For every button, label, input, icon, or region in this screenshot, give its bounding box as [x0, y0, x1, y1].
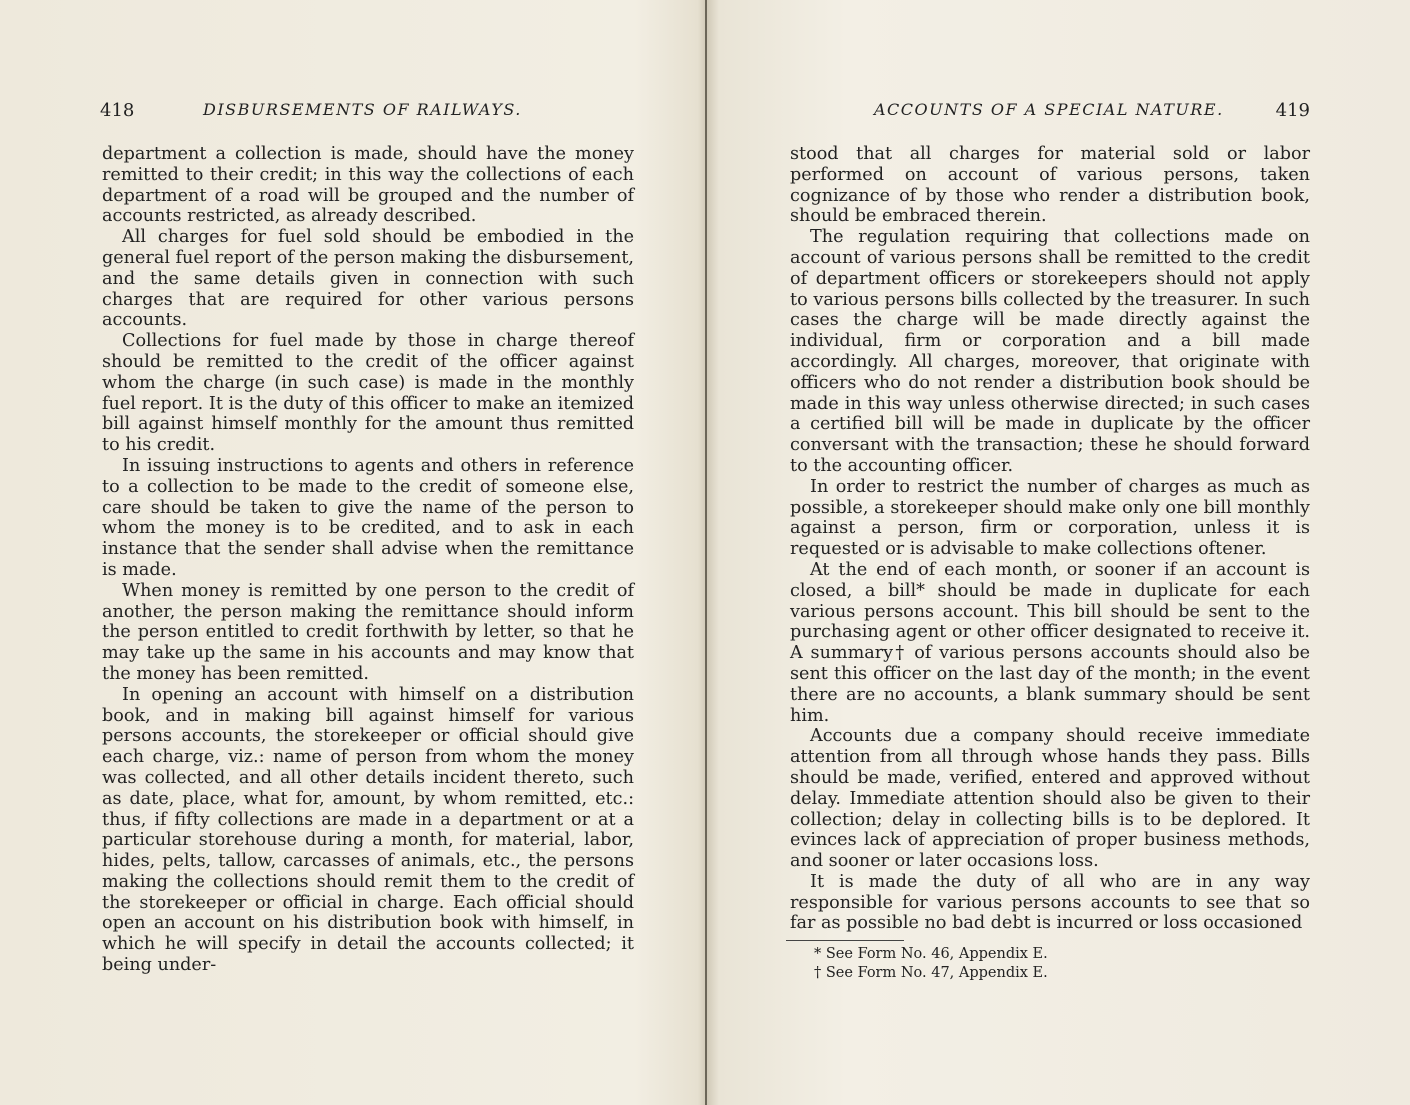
paragraph: At the end of each month, or sooner if an account is closed, a bill* should be made in duplicate for each various persons account. This bill should be sent to the purchasing agent or other officer designated to receive it. A summary† of various persons accounts should also be sent this officer on the last day of the month; in the event there are no accounts, a blank summary should be sent him.	[790, 559, 1310, 726]
footnote: * See Form No. 46, Appendix E.	[814, 946, 1048, 962]
paragraph: It is made the duty of all who are in any way responsible for various persons accounts to see that so far as possible no bad debt is incurred or loss occasioned	[790, 871, 1310, 934]
paragraph: In issuing instructions to agents and others in reference to a collection to be made to the credit of someone else, care should be taken to give the name of the person to whom the money is to be credited, and to ask in each instance that the sender shall advise when the remittance is made.	[102, 455, 634, 580]
paragraph: stood that all charges for material sold or labor performed on account of various persons, taken cognizance of by those who render a distribution book, should be embraced therein.	[790, 144, 1310, 227]
paragraph: When money is remitted by one person to the credit of another, the person making the remittance should inform the person entitled to credit forthwith by letter, so that he may take up the same in his accounts and may know that the money has been remitted.	[102, 580, 634, 684]
paragraph: In opening an account with himself on a distribution book, and in making bill against himself for various persons accounts, the storekeeper or official should give each charge, viz.: name of person from whom the money was collected, and all other details incident thereto, such as date, place, what for, amount, by whom remitted, etc.: thus, if fifty collections are made in a department or at a particular storehouse during a month, for material, labor, hides, pelts, tallow, carcasses of animals, etc., the persons making the collections should remit them to the credit of the storekeeper or official in charge. Each official should open an account on his distribution book with himself, in which he will specify in detail the accounts collected; it being under-	[102, 684, 634, 976]
running-head: DISBURSEMENTS OF RAILWAYS.	[203, 100, 522, 119]
book-gutter	[705, 0, 707, 1105]
left-page	[98, 0, 638, 1105]
left-page-body	[102, 144, 634, 976]
paragraph: The regulation requiring that collections made on account of various persons shall be remitted to the credit of department officers or storekeepers should not apply to various persons bills collected by the treasurer. In such cases the charge will be made directly against the individual, firm or corporation and a bill made accordingly. All charges, moreover, that originate with officers who do not render a distribution book should be made in this way unless otherwise directed; in such cases a certified bill will be made in duplicate by the officer conversant with the transaction; these he should forward to the accounting officer.	[790, 227, 1310, 476]
paragraph: Accounts due a company should receive immediate attention from all through whose hands they pass. Bills should be made, verified, entered and approved without delay. Immediate attention should also be given to their collection; delay in collecting bills is to be deplored. It evinces lack of appreciation of proper business methods, and sooner or later occasions loss.	[790, 726, 1310, 872]
left-page-header	[98, 100, 638, 124]
footnote: † See Form No. 47, Appendix E.	[814, 965, 1048, 981]
page-number: 419	[1275, 100, 1310, 121]
paragraph: All charges for fuel sold should be embodied in the general fuel report of the person making the disbursement, and the same details given in connection with such charges that are required for other various persons accounts.	[102, 227, 634, 331]
footnotes	[786, 940, 1314, 983]
running-head: ACCOUNTS OF A SPECIAL NATURE.	[874, 100, 1224, 119]
right-page-body	[790, 144, 1310, 934]
paragraph: Collections for fuel made by those in charge thereof should be remitted to the credit of the officer against whom the charge (in such case) is made in the monthly fuel report. It is the duty of this officer to make an itemized bill against himself monthly for the amount thus remitted to his credit.	[102, 331, 634, 456]
paragraph: department a collection is made, should have the money remitted to their credit; in this way the collections of each department of a road will be grouped and the number of accounts restricted, as already described.	[102, 144, 634, 227]
right-page-header	[786, 100, 1314, 124]
footnote-rule	[786, 940, 904, 941]
page-number: 418	[100, 100, 135, 121]
right-page	[786, 0, 1314, 1105]
paragraph: In order to restrict the number of charges as much as possible, a storekeeper should make only one bill monthly against a person, firm or corporation, unless it is requested or is advisable to make collections oftener.	[790, 476, 1310, 560]
